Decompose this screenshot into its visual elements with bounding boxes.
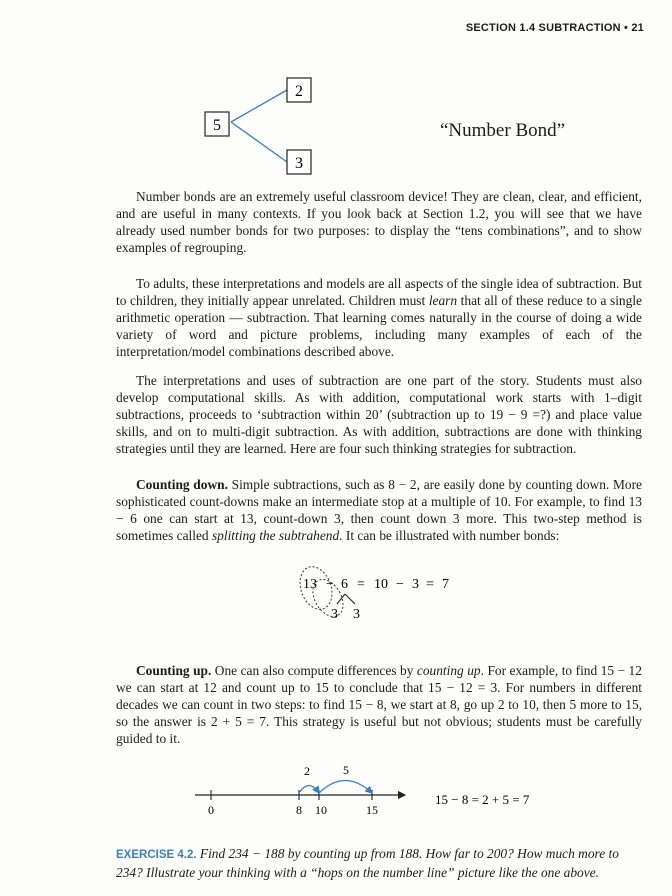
paragraph-1: Number bonds are an extremely useful classroom device! They are clean, clear, and efficient, and are useful in many contexts. If you look back at Section 1.2, you will see that we have already used number bonds for two purposes: to display the “tens combinations”, and to show examples of regrouping.	[116, 189, 642, 255]
paragraph-3: The interpretations and uses of subtraction are one part of the story. Students must also develop computational skills. As with addition, computational work starts with 1–digit subtractions, proceeds to ‘subtraction within 20’ (subtraction up to 19 − 9 =?) and place value skills, and on to multi-digit subtraction. As with addition, subtractions are done with thinking strategies until they are learned. Here are four such thinking strategies for subtraction.	[116, 373, 642, 456]
paragraph-counting-up: Counting up. One can also compute differences by counting up. For example, to find 15 − 12 we can start at 12 and count up to 15 to conclude that 15 − 12 = 3. For numbers in different decades we can count in two steps: to find 15 − 8, we start at 8, go up 2 to 10, then 5 more to 15, so the answer is 2 + 5 = 7. This strategy is useful but not obvious; students must be carefully guided to it.	[116, 663, 642, 746]
cd-rest: 3	[412, 577, 419, 592]
hop-arc-2	[319, 781, 372, 794]
bond-caption: “Number Bond”	[440, 120, 566, 141]
running-header: SECTION 1.4 SUBTRACTION • 21	[465, 22, 644, 34]
hop-arc-1	[299, 786, 319, 794]
cd-minus: −	[326, 577, 334, 592]
bond-part-bottom: 3	[295, 155, 303, 172]
cd-ten: 10	[374, 577, 388, 592]
paragraph-counting-down: Counting down. Simple subtractions, such as 8 − 2, are easily done by counting down. More sophisticated count-downs make an intermediate stop at a multiple of 10. For example, to find 13 − 6 one can start at 13, count-down 3, then count down 3 more. This two-step method is sometimes called splitting the subtrahend. It can be illustrated with number bonds:	[116, 477, 642, 543]
tick-label-10: 10	[315, 803, 327, 817]
run-in-heading-counting-down: Counting down.	[136, 477, 228, 492]
number-bond-figure	[195, 72, 325, 182]
cd-equals: =	[357, 577, 365, 592]
tick-label-15: 15	[366, 803, 378, 817]
tick-label-0: 0	[208, 803, 214, 817]
countdown-bond-figure	[295, 560, 465, 630]
cd-split-right	[345, 594, 355, 604]
cd-part-left: 3	[331, 607, 338, 622]
hop-label-5: 5	[343, 763, 349, 777]
cd-minuend: 13	[303, 577, 317, 592]
number-line-figure	[195, 760, 575, 820]
numberline-equation: 15 − 8 = 2 + 5 = 7	[435, 792, 530, 807]
bond-line-top	[231, 90, 287, 122]
exercise-4-2: EXERCISE 4.2. Find 234 − 188 by counting up from 188. How far to 200? How much more to 234? Illustrate your thinking with a “hops on the number line” picture like the one above.	[116, 846, 619, 880]
cd-part-right: 3	[353, 607, 360, 622]
cd-minus2: −	[396, 577, 404, 592]
paragraph-2: To adults, these interpretations and models are all aspects of the single idea of subtraction. But to children, they initially appear unrelated. Children must learn that all of these reduce to a single arithmetic operation — subtraction. That learning comes naturally in the course of doing a wide variety of word and picture problems, including many examples of each of the interpretation/model combinations described above.	[116, 276, 642, 359]
bond-part-top: 2	[295, 83, 303, 100]
tick-label-8: 8	[296, 803, 302, 817]
bond-whole: 5	[213, 117, 221, 134]
cd-result: 7	[442, 577, 449, 592]
run-in-heading-counting-up: Counting up.	[136, 663, 212, 678]
bond-line-bottom	[231, 122, 287, 162]
hop-label-2: 2	[304, 764, 310, 778]
cd-subtrahend: 6	[341, 577, 348, 592]
exercise-label: EXERCISE 4.2.	[116, 849, 197, 861]
cd-equals2: =	[426, 577, 434, 592]
